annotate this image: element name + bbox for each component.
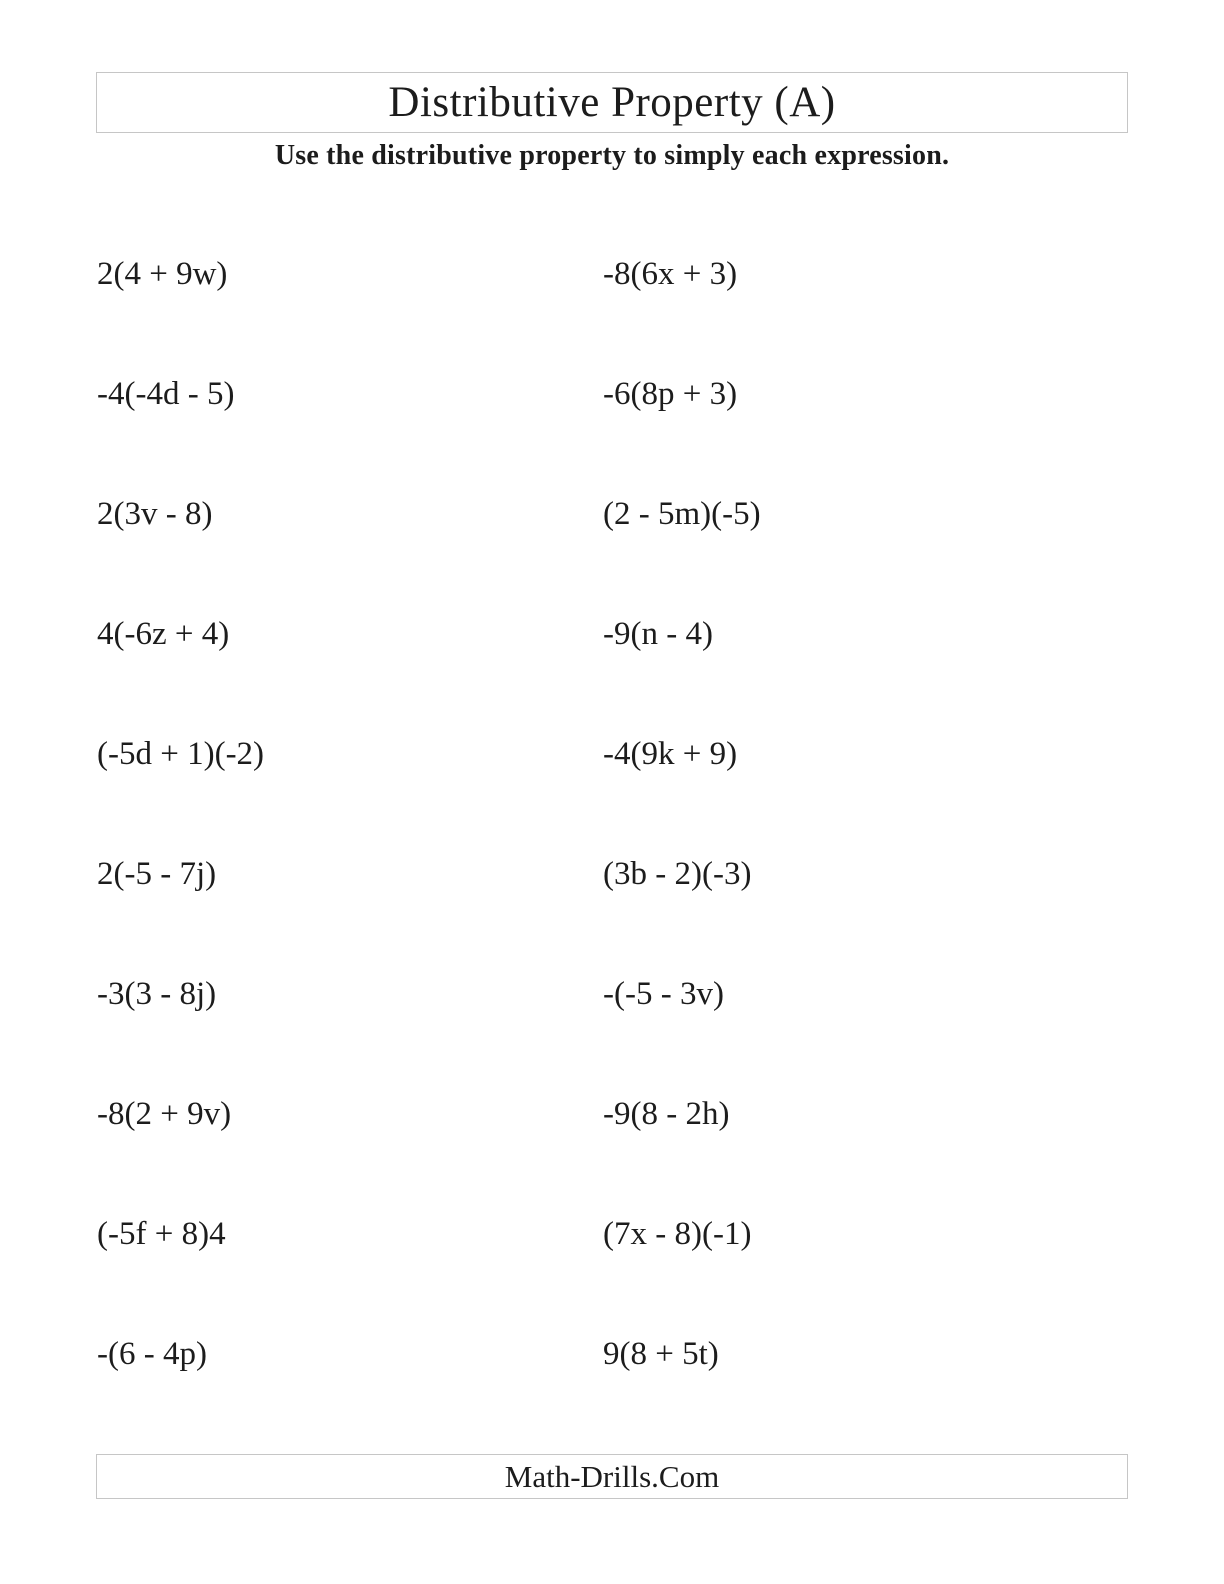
problem-left-1: 2(4 + 9w) [97,256,228,292]
problem-left-3: 2(3v - 8) [97,496,213,532]
problem-left-4: 4(-6z + 4) [97,616,230,652]
problem-right-2: -6(8p + 3) [603,376,738,412]
problem-right-6: (3b - 2)(-3) [603,856,752,892]
problem-right-4: -9(n - 4) [603,616,713,652]
page-title: Distributive Property (A) [388,79,836,126]
problem-right-5: -4(9k + 9) [603,736,738,772]
footer-brand: Math-Drills.Com [504,1458,720,1494]
problem-right-8: -9(8 - 2h) [603,1096,730,1132]
problem-right-1: -8(6x + 3) [603,256,738,292]
problem-right-3: (2 - 5m)(-5) [603,496,761,532]
problem-right-10: 9(8 + 5t) [603,1336,719,1372]
problem-left-6: 2(-5 - 7j) [97,856,217,892]
problem-left-2: -4(-4d - 5) [97,376,235,412]
problem-left-8: -8(2 + 9v) [97,1096,232,1132]
title-box [96,72,1128,133]
problem-left-7: -3(3 - 8j) [97,976,217,1012]
problem-right-7: -(-5 - 3v) [603,976,724,1012]
problem-left-10: -(6 - 4p) [97,1336,207,1372]
problem-left-9: (-5f + 8)4 [97,1216,226,1252]
problem-left-5: (-5d + 1)(-2) [97,736,265,772]
instruction-text: Use the distributive property to simply each expression. [274,140,950,171]
problem-right-9: (7x - 8)(-1) [603,1216,752,1252]
footer-box [96,1454,1128,1499]
